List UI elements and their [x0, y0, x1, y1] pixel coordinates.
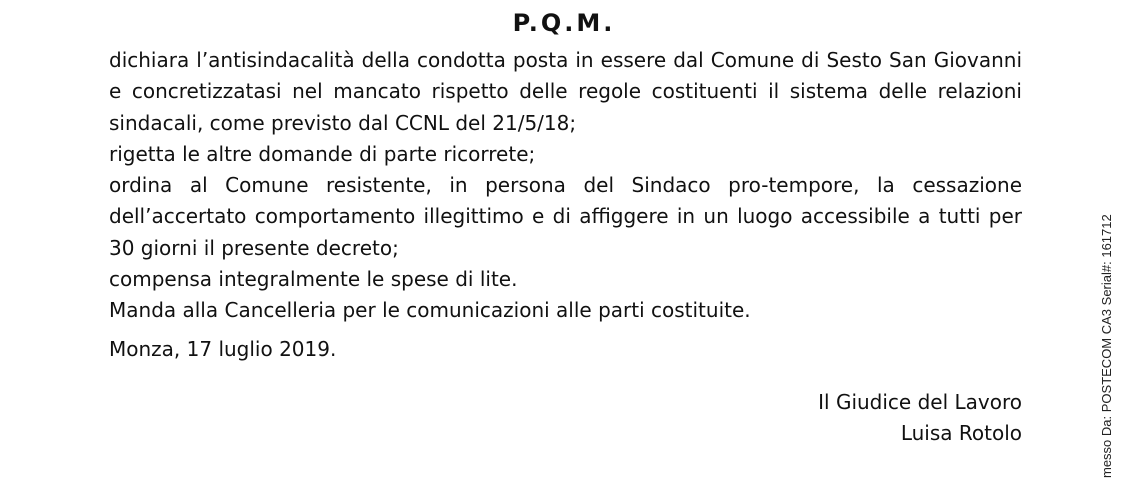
- document-body: [109, 45, 1022, 365]
- signature-name: Luisa Rotolo: [900, 421, 1022, 445]
- signature-role: Il Giudice del Lavoro: [818, 390, 1022, 414]
- paragraph-costs: compensa integralmente le spese di lite.: [109, 267, 518, 292]
- side-stamp-strip: [1094, 0, 1122, 484]
- paragraph-registry: Manda alla Cancelleria per le comunicazioni alle parti costituite.: [109, 298, 751, 323]
- place-date: Monza, 17 luglio 2019.: [109, 336, 337, 361]
- paragraph-rejection: rigetta le altre domande di parte ricorrete;: [109, 141, 536, 166]
- signature-block: [818, 387, 1022, 449]
- document-title: P.Q.M.: [512, 9, 616, 37]
- spacer: [109, 327, 1022, 334]
- paragraph-declaration: dichiara l’antisindacalità della condotta posta in essere dal Comune di Sesto San Giovanni e concretizzatasi nel mancato rispetto delle regole costituenti il sistema delle relazioni sindacali, come previsto dal CCNL del 21/5/18;: [109, 48, 1022, 135]
- paragraph-order: ordina al Comune resistente, in persona del Sindaco pro-tempore, la cessazione dell’accertato comportamento illegittimo e di affiggere in un luogo accessibile a tutti per 30 giorni il presente decreto;: [109, 173, 1022, 260]
- side-stamp-text: messo Da: POSTECOM CA3 Serial#: 161712: [1099, 214, 1114, 478]
